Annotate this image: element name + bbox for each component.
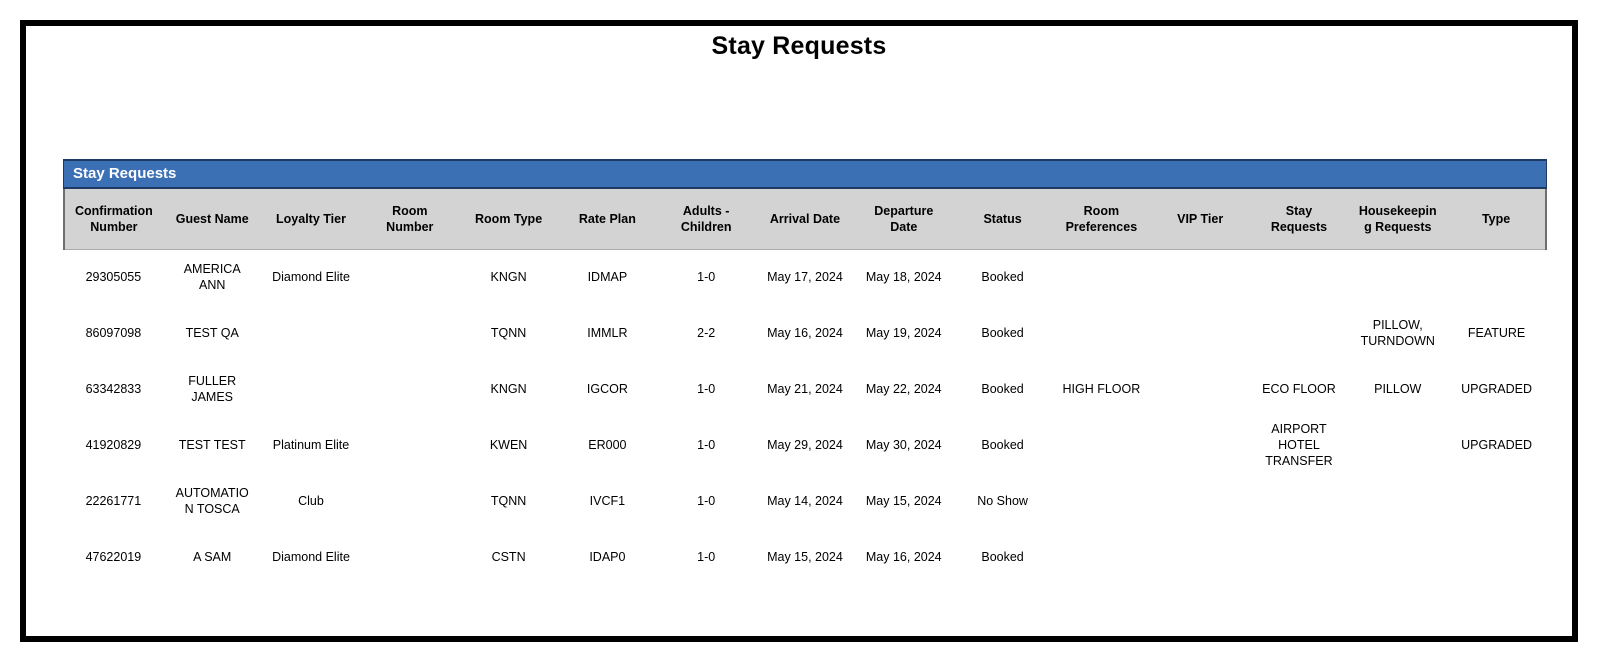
- table-cell: PILLOW: [1348, 361, 1447, 417]
- table-cell: May 16, 2024: [854, 529, 953, 585]
- table-header-row: [64, 189, 1546, 249]
- table-cell: IVCF1: [558, 473, 657, 529]
- table-row: [64, 361, 1546, 417]
- table-cell: 22261771: [64, 473, 163, 529]
- page-border-frame: [20, 20, 1578, 642]
- table-cell: [1052, 473, 1151, 529]
- table-cell: [1151, 361, 1250, 417]
- table-cell: Booked: [953, 305, 1052, 361]
- table-cell: May 17, 2024: [756, 249, 855, 305]
- column-header: Departure Date: [854, 189, 953, 249]
- table-cell: [1052, 305, 1151, 361]
- table-cell: ER000: [558, 417, 657, 473]
- table-cell: IMMLR: [558, 305, 657, 361]
- table-cell: Booked: [953, 417, 1052, 473]
- table-cell: 63342833: [64, 361, 163, 417]
- table-cell: FULLER JAMES: [163, 361, 262, 417]
- column-header: Type: [1447, 189, 1546, 249]
- table-cell: May 16, 2024: [756, 305, 855, 361]
- table-cell: Diamond Elite: [262, 529, 361, 585]
- table-cell: Club: [262, 473, 361, 529]
- column-header: Rate Plan: [558, 189, 657, 249]
- table-cell: May 14, 2024: [756, 473, 855, 529]
- table-cell: [360, 249, 459, 305]
- table-cell: [1250, 473, 1349, 529]
- table-cell: KNGN: [459, 249, 558, 305]
- table-cell: TEST TEST: [163, 417, 262, 473]
- column-header: Guest Name: [163, 189, 262, 249]
- table-cell: HIGH FLOOR: [1052, 361, 1151, 417]
- table-cell: Diamond Elite: [262, 249, 361, 305]
- table-cell: [1250, 529, 1349, 585]
- table-cell: [1151, 473, 1250, 529]
- column-header: Confirmation Number: [64, 189, 163, 249]
- table-body: [64, 249, 1546, 585]
- table-cell: May 29, 2024: [756, 417, 855, 473]
- table-cell: [1151, 305, 1250, 361]
- table-cell: [360, 417, 459, 473]
- table-cell: 47622019: [64, 529, 163, 585]
- table-cell: [360, 529, 459, 585]
- table-cell: A SAM: [163, 529, 262, 585]
- table-cell: No Show: [953, 473, 1052, 529]
- table-cell: 1-0: [657, 361, 756, 417]
- table-cell: UPGRADED: [1447, 417, 1546, 473]
- table-row: [64, 473, 1546, 529]
- column-header: Status: [953, 189, 1052, 249]
- table-cell: [1052, 417, 1151, 473]
- table-cell: 29305055: [64, 249, 163, 305]
- stay-requests-report: [63, 159, 1547, 585]
- table-cell: [1151, 529, 1250, 585]
- table-cell: [1052, 529, 1151, 585]
- table-cell: ECO FLOOR: [1250, 361, 1349, 417]
- table-cell: AIRPORT HOTEL TRANSFER: [1250, 417, 1349, 473]
- table-cell: May 22, 2024: [854, 361, 953, 417]
- table-cell: KNGN: [459, 361, 558, 417]
- table-row: [64, 417, 1546, 473]
- table-cell: PILLOW, TURNDOWN: [1348, 305, 1447, 361]
- table-cell: [1250, 305, 1349, 361]
- table-cell: IDAP0: [558, 529, 657, 585]
- table-cell: 1-0: [657, 417, 756, 473]
- column-header: Room Type: [459, 189, 558, 249]
- table-cell: [1052, 249, 1151, 305]
- column-header: Housekeeping Requests: [1348, 189, 1447, 249]
- table-cell: [1447, 473, 1546, 529]
- table-cell: May 15, 2024: [854, 473, 953, 529]
- table-cell: TQNN: [459, 473, 558, 529]
- table-cell: CSTN: [459, 529, 558, 585]
- table-cell: 86097098: [64, 305, 163, 361]
- column-header: Adults - Children: [657, 189, 756, 249]
- table-cell: FEATURE: [1447, 305, 1546, 361]
- table-cell: [1348, 417, 1447, 473]
- table-cell: [360, 361, 459, 417]
- table-cell: [1348, 249, 1447, 305]
- table-cell: [1447, 249, 1546, 305]
- table-cell: May 15, 2024: [756, 529, 855, 585]
- table-cell: 1-0: [657, 529, 756, 585]
- column-header: Loyalty Tier: [262, 189, 361, 249]
- table-cell: Booked: [953, 361, 1052, 417]
- table-cell: 2-2: [657, 305, 756, 361]
- table-cell: [1348, 473, 1447, 529]
- table-row: [64, 305, 1546, 361]
- table-header: [64, 189, 1546, 249]
- column-header: VIP Tier: [1151, 189, 1250, 249]
- column-header: Stay Requests: [1250, 189, 1349, 249]
- column-header: Room Number: [360, 189, 459, 249]
- column-header: Arrival Date: [756, 189, 855, 249]
- table-cell: [1151, 249, 1250, 305]
- table-cell: Booked: [953, 529, 1052, 585]
- table-cell: May 21, 2024: [756, 361, 855, 417]
- table-cell: Booked: [953, 249, 1052, 305]
- table-banner: Stay Requests: [63, 159, 1547, 189]
- table-cell: [262, 305, 361, 361]
- table-cell: [1250, 249, 1349, 305]
- table-cell: [1348, 529, 1447, 585]
- table-cell: TQNN: [459, 305, 558, 361]
- table-cell: May 18, 2024: [854, 249, 953, 305]
- table-cell: May 19, 2024: [854, 305, 953, 361]
- table-cell: TEST QA: [163, 305, 262, 361]
- table-row: [64, 529, 1546, 585]
- table-cell: [1447, 529, 1546, 585]
- table-cell: Platinum Elite: [262, 417, 361, 473]
- table-cell: IDMAP: [558, 249, 657, 305]
- table-cell: AUTOMATION TOSCA: [163, 473, 262, 529]
- page-title: Stay Requests: [711, 32, 887, 60]
- table-cell: UPGRADED: [1447, 361, 1546, 417]
- table-cell: IGCOR: [558, 361, 657, 417]
- table-cell: [1151, 417, 1250, 473]
- stay-requests-table: [63, 189, 1547, 585]
- table-cell: AMERICA ANN: [163, 249, 262, 305]
- table-cell: [360, 473, 459, 529]
- table-cell: 1-0: [657, 249, 756, 305]
- column-header: Room Preferences: [1052, 189, 1151, 249]
- table-cell: KWEN: [459, 417, 558, 473]
- table-cell: [262, 361, 361, 417]
- table-cell: 1-0: [657, 473, 756, 529]
- table-cell: 41920829: [64, 417, 163, 473]
- table-cell: May 30, 2024: [854, 417, 953, 473]
- table-row: [64, 249, 1546, 305]
- table-cell: [360, 305, 459, 361]
